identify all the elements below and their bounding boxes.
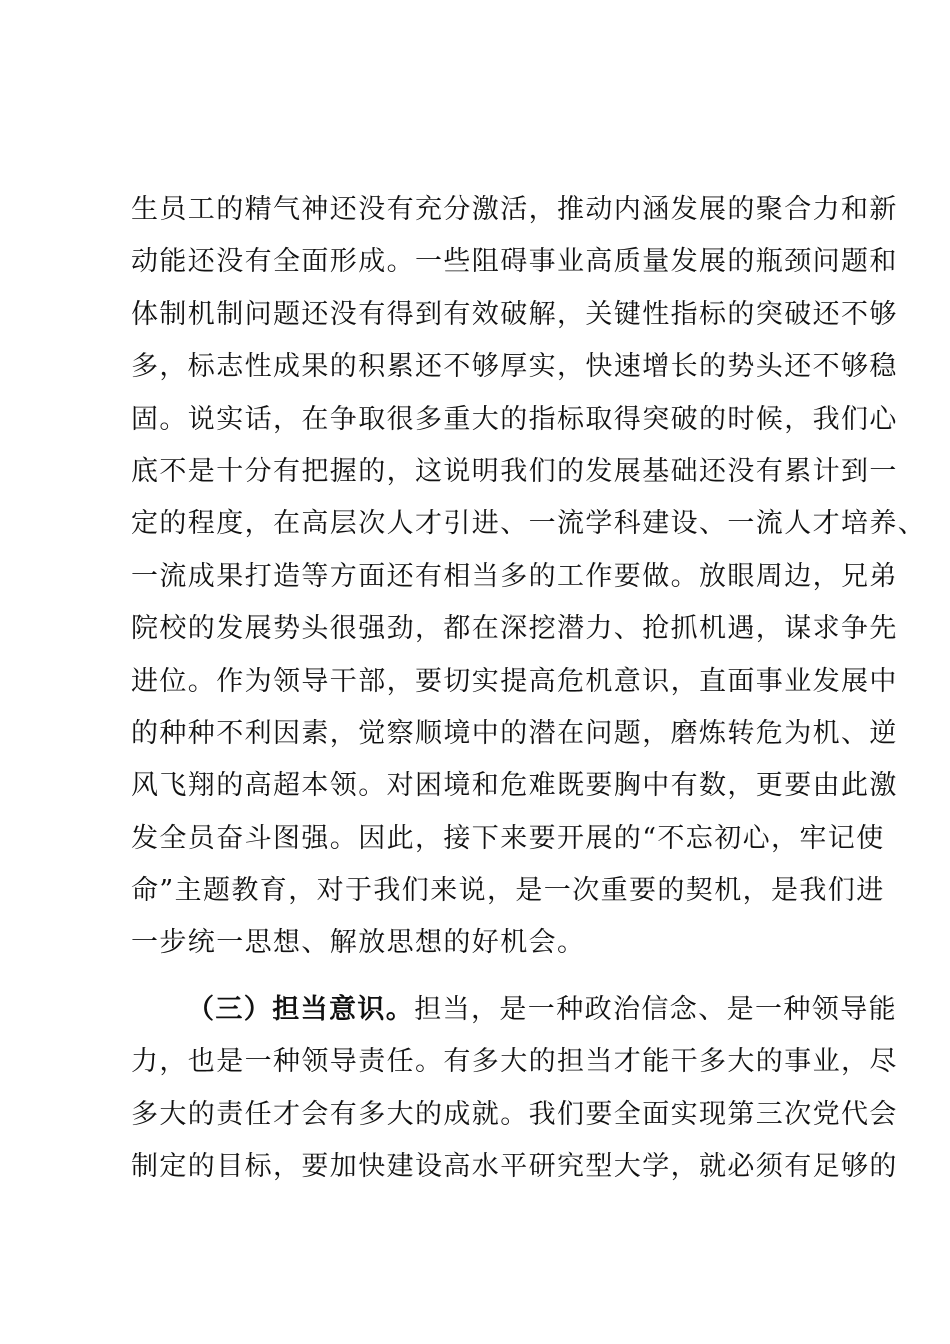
- paragraph-1-line: 体制机制问题还没有得到有效破解，关键性指标的突破还不够: [131, 298, 898, 330]
- paragraph-1-line: 命”主题教育，对于我们来说，是一次重要的契机，是我们进: [131, 875, 885, 907]
- document-body: [131, 184, 927, 1193]
- paragraph-2-line: 力，也是一种领导责任。有多大的担当才能干多大的事业，尽: [131, 1046, 898, 1078]
- paragraph-1-line: 底不是十分有把握的，这说明我们的发展基础还没有累计到一: [131, 455, 898, 487]
- paragraph-1-line: 生员工的精气神还没有充分激活，推动内涵发展的聚合力和新: [131, 194, 898, 225]
- section-heading: （三）担当意识。: [187, 993, 415, 1025]
- paragraph-1-line: 固。说实话，在争取很多重大的指标取得突破的时候，我们心: [131, 403, 898, 435]
- paragraph-2-line: 制定的目标，要加快建设高水平研究型大学，就必须有足够的: [131, 1151, 898, 1183]
- paragraph-1-line: 院校的发展势头很强劲，都在深挖潜力、抢抓机遇，谋求争先: [131, 613, 898, 645]
- paragraph-1-line: 多，标志性成果的积累还不够厚实，快速增长的势头还不够稳: [131, 351, 898, 383]
- paragraph-1-line: 一步统一思想、解放思想的好机会。: [131, 927, 586, 959]
- paragraph-2-line: 多大的责任才会有多大的成就。我们要全面实现第三次党代会: [131, 1098, 898, 1130]
- paragraph-gap: [131, 970, 851, 984]
- paragraph-1-line: 进位。作为领导干部，要切实提高危机意识，直面事业发展中: [131, 665, 898, 697]
- paragraph-1-line: 的种种不利因素，觉察顺境中的潜在问题，磨炼转危为机、逆: [131, 717, 898, 749]
- paragraph-1-line: 风飞翔的高超本领。对困境和危难既要胸中有数，更要由此激: [131, 770, 898, 802]
- paragraph-1-line: 发全员奋斗图强。因此，接下来要开展的“不忘初心，牢记使: [131, 822, 885, 854]
- paragraph-1-line: 一流成果打造等方面还有相当多的工作要做。放眼周边，兄弟: [131, 560, 898, 592]
- paragraph-1-line: 定的程度，在高层次人才引进、一流学科建设、一流人才培养、: [131, 508, 927, 540]
- paragraph-2-first-line: [131, 984, 898, 1036]
- paragraph-2-text: 担当，是一种政治信念、是一种领导能: [414, 993, 898, 1025]
- paragraph-1-line: 动能还没有全面形成。一些阻碍事业高质量发展的瓶颈问题和: [131, 246, 898, 278]
